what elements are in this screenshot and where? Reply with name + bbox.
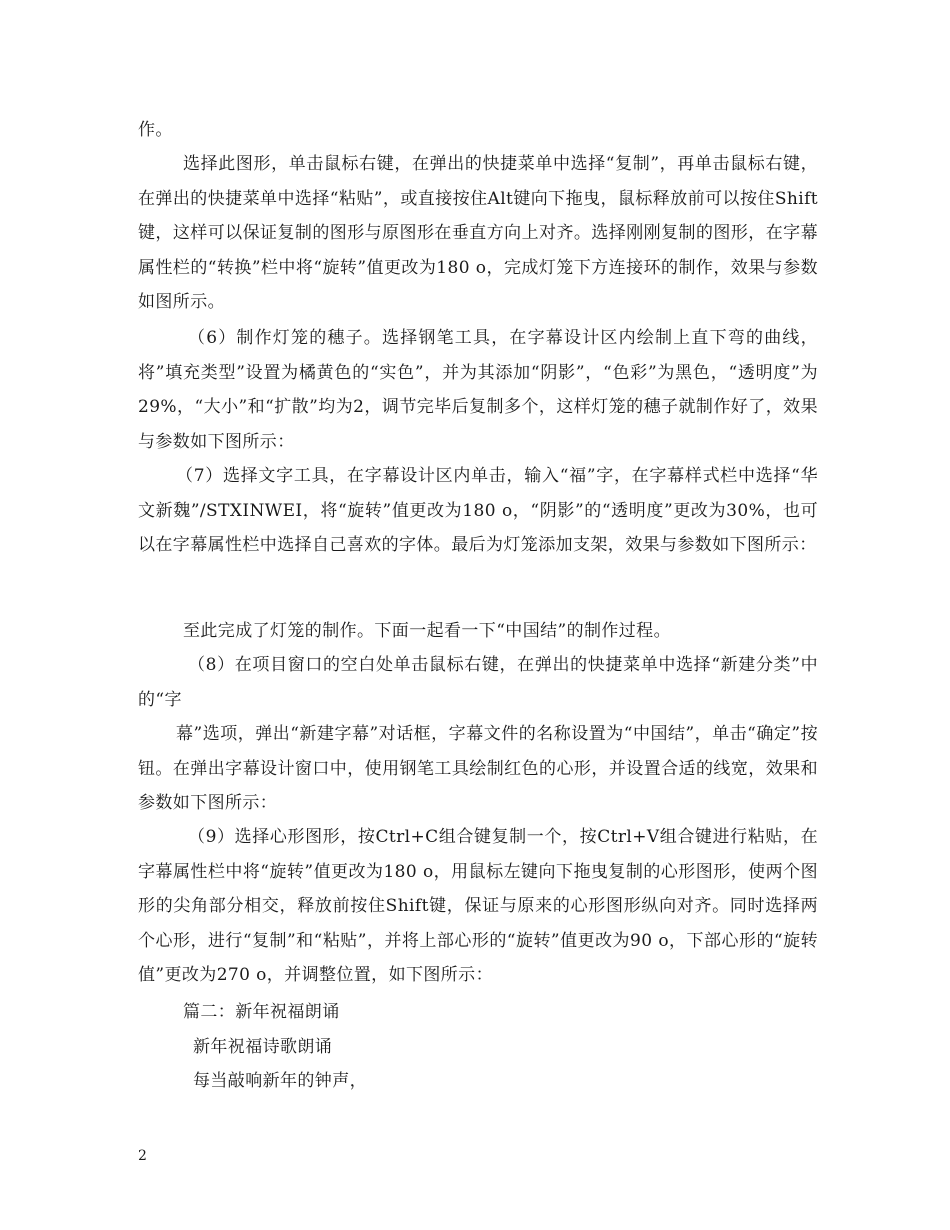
paragraph-step-7: （7）选择文字工具，在字幕设计区内单击，输入“福”字，在字幕样式栏中选择“华文新魏”/STXINWEI，将“旋转”值更改为180 o，“阴影”的“透明度”更改为30%，也可以在字幕属性栏中选择自己喜欢的字体。最后为灯笼添加支架，效果与参数如下图所示： <box>138 466 818 555</box>
paragraph-continuation: 作。 <box>138 120 173 140</box>
page-number: 2 <box>138 1148 147 1164</box>
poem-title: 新年祝福诗歌朗诵 <box>193 1037 333 1057</box>
paragraph-step-8: （8）在项目窗口的空白处单击鼠标右键，在弹出的快捷菜单中选择“新建分类”中的“字 <box>138 655 818 710</box>
paragraph-lantern-done: 至此完成了灯笼的制作。下面一起看一下“中国结”的制作过程。 <box>183 621 671 641</box>
paragraph-copy-shape: 选择此图形，单击鼠标右键，在弹出的快捷菜单中选择“复制”，再单击鼠标右键，在弹出的快捷菜单中选择“粘贴”，或直接按住Alt键向下拖曳，鼠标释放前可以按住Shift键，这样可以保证复制的图形与原图形在垂直方向上对齐。选择刚刚复制的图形，在字幕属性栏的“转换”栏中将“旋转”值更改为180 o，完成灯笼下方连接环的制作，效果与参数如图所示。 <box>138 154 818 312</box>
section-heading: 篇二：新年祝福朗诵 <box>183 1002 340 1022</box>
paragraph-step-9: （9）选择心形图形，按Ctrl+C组合键复制一个，按Ctrl+V组合键进行粘贴，在字幕属性栏中将“旋转”值更改为180 o，用鼠标左键向下拖曳复制的心形图形，使两个图形的尖角部分相交，释放前按住Shift键，保证与原来的心形图形纵向对齐。同时选择两个心形，进行“复制”和“粘贴”，并将上部心形的“旋转”值更改为90 o，下部心形的“旋转值”更改为270 o，并调整位置，如下图所示： <box>138 827 818 985</box>
paragraph-step-6: （6）制作灯笼的穗子。选择钢笔工具，在字幕设计区内绘制上直下弯的曲线，将”填充类型”设置为橘黄色的“实色”，并为其添加“阴影”，“色彩”为黑色，“透明度”为29%，“大小”和“扩散”均为2，调节完毕后复制多个，这样灯笼的穗子就制作好了，效果与参数如下图所示： <box>138 328 818 452</box>
paragraph-step-8-continued: 幕”选项，弹出“新建字幕”对话框，字幕文件的名称设置为“中国结”，单击“确定”按钮。在弹出字幕设计窗口中，使用钢笔工具绘制红色的心形，并设置合适的线宽，效果和参数如下图所示： <box>138 724 818 813</box>
poem-first-line: 每当敲响新年的钟声， <box>193 1071 367 1091</box>
